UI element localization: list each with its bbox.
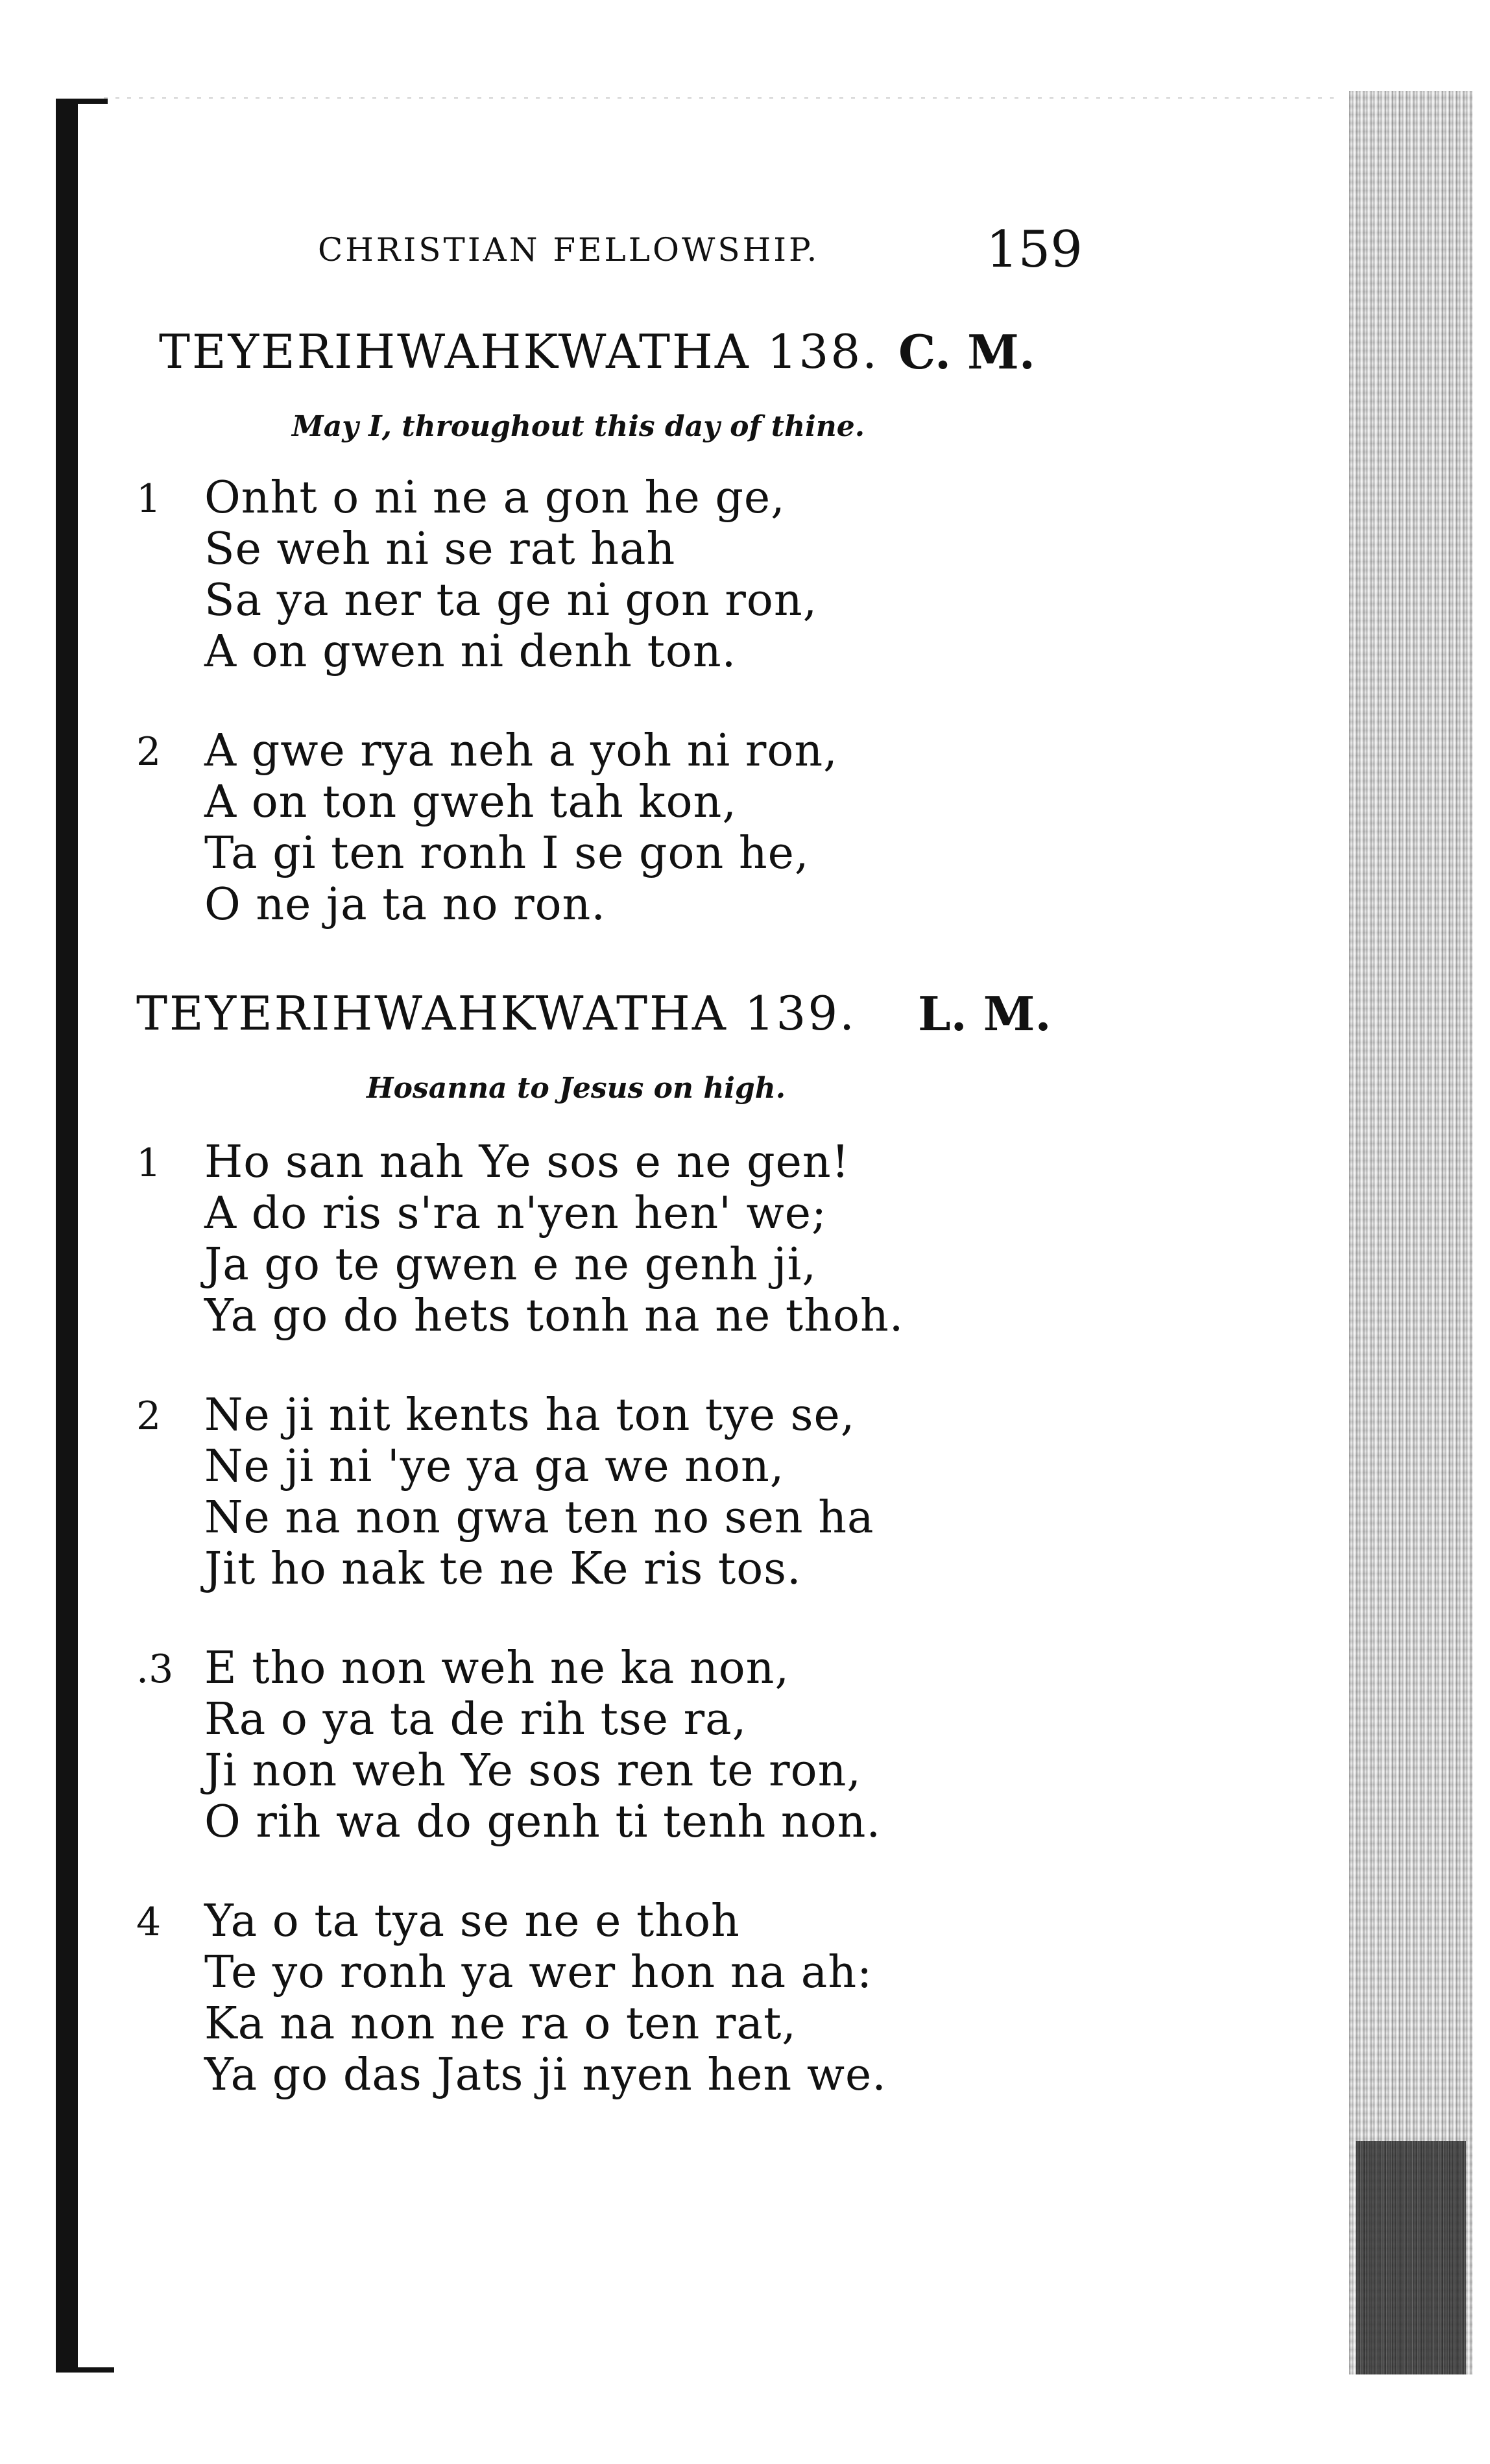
- verse-line: A do ris s'ra n'yen hen' we;: [204, 1188, 827, 1239]
- verse-line: Ne ji nit kents ha ton tye se,: [204, 1390, 856, 1441]
- verse-line: A gwe rya neh a yoh ni ron,: [204, 725, 838, 777]
- stanza-number: 2: [136, 729, 162, 775]
- verse-line: E tho non weh ne ka non,: [204, 1643, 790, 1694]
- binding-edge-top-tick: [56, 99, 108, 104]
- stanza-number: .3: [136, 1647, 174, 1692]
- page-edge-bleed: [1349, 91, 1472, 2374]
- verse-line: Ra o ya ta de rih tse ra,: [204, 1694, 747, 1745]
- stanza-number: 2: [136, 1394, 162, 1439]
- hymn-meter-139: L. M.: [918, 986, 1051, 1041]
- verse-line: Ta gi ten ronh I se gon he,: [204, 828, 810, 879]
- verse-line: Ho san nah Ye sos e ne gen!: [204, 1137, 850, 1188]
- verse-line: Sa ya ner ta ge ni gon ron,: [204, 575, 818, 626]
- page-number: 159: [986, 221, 1083, 279]
- verse-line: Ka na non ne ra o ten rat,: [204, 1998, 797, 2049]
- stanza-lines: [204, 1390, 874, 1595]
- verse-line: A on ton gweh tah kon,: [204, 777, 737, 828]
- verse-line: Ne ji ni 'ye ya ga we non,: [204, 1441, 785, 1492]
- verse-line: Te yo ronh ya wer hon na ah:: [204, 1947, 873, 1998]
- running-head: CHRISTIAN FELLOWSHIP.: [318, 231, 820, 269]
- verse-line: Ji non weh Ye sos ren te ron,: [204, 1745, 862, 1796]
- hymn-heading-138: TEYERIHWAHKWATHA 138.: [159, 324, 880, 379]
- verse-line: Ja go te gwen e ne genh ji,: [204, 1239, 817, 1290]
- verse-line: Ya o ta tya se ne e thoh: [204, 1896, 740, 1947]
- verse-line: O rih wa do genh ti tenh non.: [204, 1796, 882, 1848]
- verse-line: Se weh ni se rat hah: [204, 524, 676, 575]
- scan-top-rule: [104, 97, 1336, 99]
- stanza-lines: [204, 1896, 887, 2101]
- verse-line: Onht o ni ne a gon he ge,: [204, 472, 786, 524]
- hymn-heading-139: TEYERIHWAHKWATHA 139.: [136, 986, 857, 1041]
- hymn-first-line-note-139: Hosanna to Jesus on high.: [366, 1072, 786, 1105]
- verse-line: Ya go do hets tonh na ne thoh.: [204, 1290, 904, 1342]
- stanza-number: 1: [136, 476, 162, 522]
- verse-line: Ya go das Jats ji nyen hen we.: [204, 2049, 887, 2101]
- stanza-number: 1: [136, 1141, 162, 1186]
- stanza-lines: [204, 1643, 881, 1848]
- binding-edge-bottom-tick: [56, 2367, 114, 2373]
- stanza-lines: [204, 725, 838, 930]
- hymn-meter-138: C. M.: [898, 324, 1035, 380]
- stanza-lines: [204, 1137, 904, 1342]
- page-edge-bleed-dark: [1356, 2141, 1466, 2374]
- verse-line: Ne na non gwa ten no sen ha: [204, 1492, 874, 1543]
- stanza-lines: [204, 472, 817, 677]
- verse-line: Jit ho nak te ne Ke ris tos.: [204, 1543, 802, 1595]
- verse-line: A on gwen ni denh ton.: [204, 626, 737, 677]
- hymn-first-line-note-138: May I, throughout this day of thine.: [292, 410, 865, 443]
- binding-edge-bar: [56, 99, 78, 2373]
- verse-line: O ne ja ta no ron.: [204, 879, 606, 930]
- stanza-number: 4: [136, 1900, 162, 1945]
